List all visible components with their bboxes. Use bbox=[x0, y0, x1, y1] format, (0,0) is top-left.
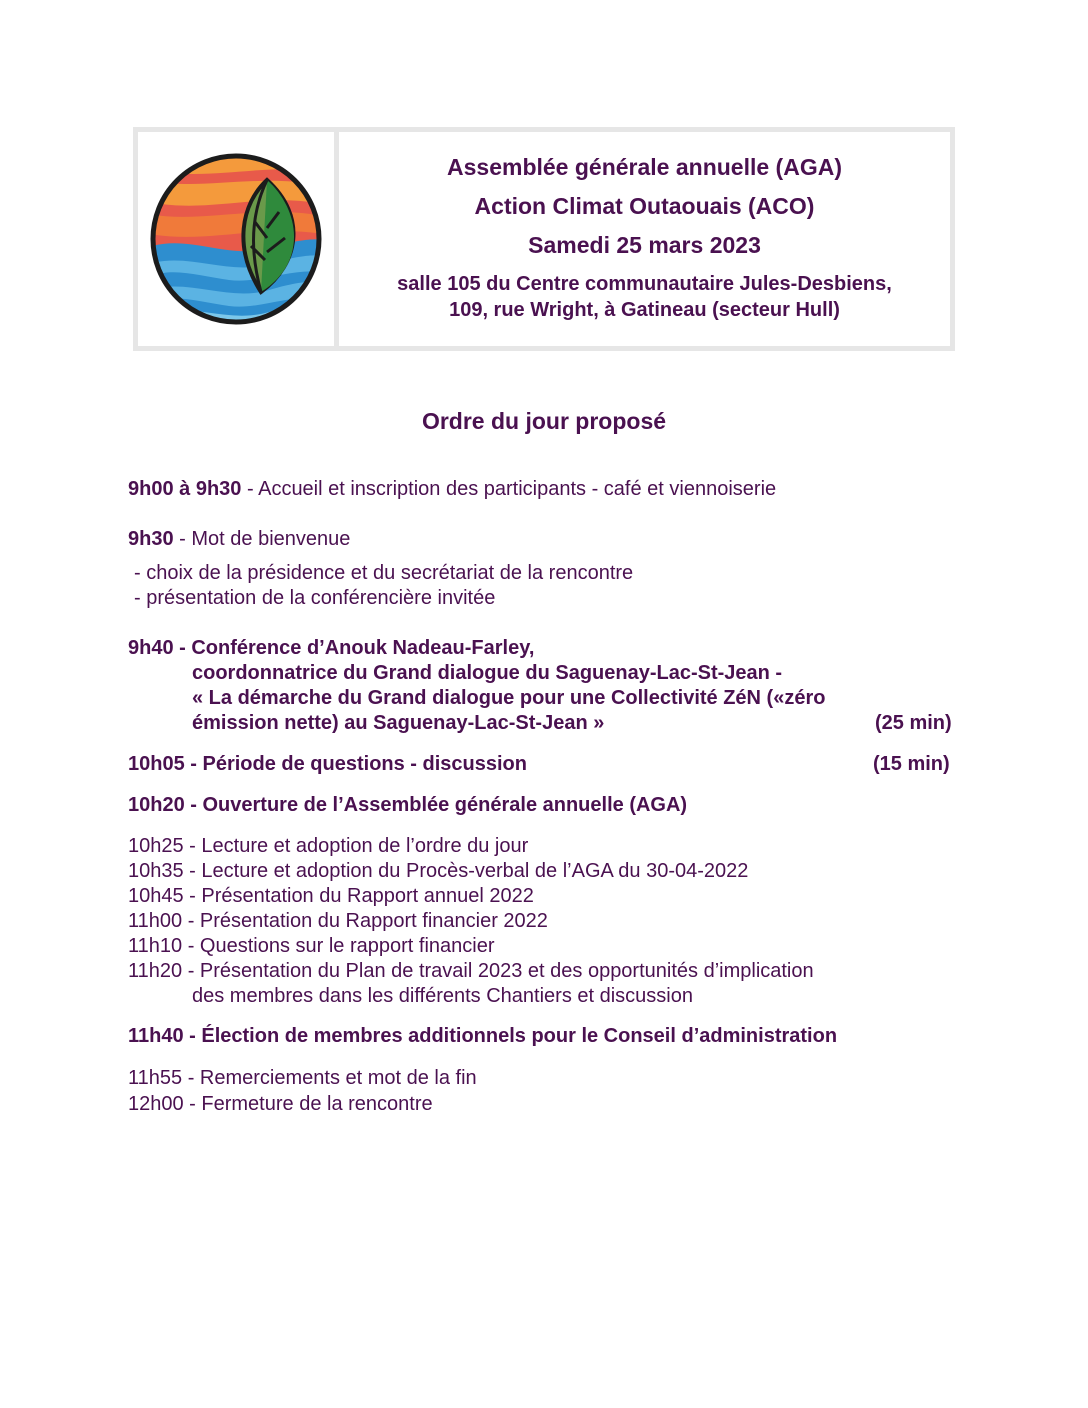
agenda-item-1100: 11h00 - Présentation du Rapport financier 2022 bbox=[128, 910, 548, 932]
agenda-item-1200: 12h00 - Fermeture de la rencontre bbox=[128, 1093, 433, 1115]
agenda-item-0900 bbox=[128, 477, 776, 502]
aco-logo bbox=[149, 152, 323, 326]
agenda-item-0940-line3: « La démarche du Grand dialogue pour une Collectivité ZéN («zéro bbox=[192, 687, 826, 709]
agenda-item-1155: 11h55 - Remerciements et mot de la fin bbox=[128, 1067, 477, 1089]
agenda-item-1045: 10h45 - Présentation du Rapport annuel 2022 bbox=[128, 885, 534, 907]
header-title-cell bbox=[339, 132, 950, 346]
agenda-item-1120: 11h20 - Présentation du Plan de travail 2023 et des opportunités d’implication bbox=[128, 960, 814, 982]
agenda-item-1120-cont: des membres dans les différents Chantiers et discussion bbox=[192, 985, 693, 1007]
event-address-line1: salle 105 du Centre communautaire Jules-Desbiens, bbox=[397, 273, 892, 295]
agenda-subitem: - choix de la présidence et du secrétariat de la rencontre bbox=[134, 562, 634, 584]
event-address-line2: 109, rue Wright, à Gatineau (secteur Hull) bbox=[449, 299, 840, 321]
agenda-text: - Mot de bienvenue bbox=[179, 528, 351, 550]
agenda-time: 9h30 bbox=[128, 528, 174, 550]
duration-badge: (25 min) bbox=[875, 712, 952, 734]
event-date: Samedi 25 mars 2023 bbox=[528, 232, 761, 258]
agenda-item-0940: 9h40 - Conférence d’Anouk Nadeau-Farley, bbox=[128, 637, 535, 659]
agenda-item-0940-line2: coordonnatrice du Grand dialogue du Saguenay-Lac-St-Jean - bbox=[192, 662, 783, 684]
agenda-item-1020: 10h20 - Ouverture de l’Assemblée générale annuelle (AGA) bbox=[128, 794, 688, 816]
logo-cell bbox=[138, 132, 339, 346]
agenda-heading: Ordre du jour proposé bbox=[421, 408, 667, 434]
organization-name: Action Climat Outaouais (ACO) bbox=[474, 193, 815, 219]
agenda-item-0930 bbox=[128, 527, 350, 552]
agenda-item-1140: 11h40 - Élection de membres additionnels pour le Conseil d’administration bbox=[128, 1025, 838, 1047]
agenda-item-1035: 10h35 - Lecture et adoption du Procès-verbal de l’AGA du 30-04-2022 bbox=[128, 860, 749, 882]
agenda-text: - Accueil et inscription des participants - café et viennoiserie bbox=[246, 478, 777, 500]
duration-badge: (15 min) bbox=[873, 753, 950, 775]
agenda-item-1110: 11h10 - Questions sur le rapport financier bbox=[128, 935, 495, 957]
agenda-item-1025: 10h25 - Lecture et adoption de l’ordre du jour bbox=[128, 835, 529, 857]
agenda-subitem: - présentation de la conférencière invitée bbox=[134, 587, 496, 609]
agenda-item-0940-line4: émission nette) au Saguenay-Lac-St-Jean » bbox=[192, 712, 605, 734]
agenda-item-1005: 10h05 - Période de questions - discussion bbox=[128, 753, 527, 775]
agenda-time: 9h00 à 9h30 bbox=[128, 478, 242, 500]
header-box bbox=[133, 127, 955, 351]
event-title: Assemblée générale annuelle (AGA) bbox=[447, 154, 842, 180]
